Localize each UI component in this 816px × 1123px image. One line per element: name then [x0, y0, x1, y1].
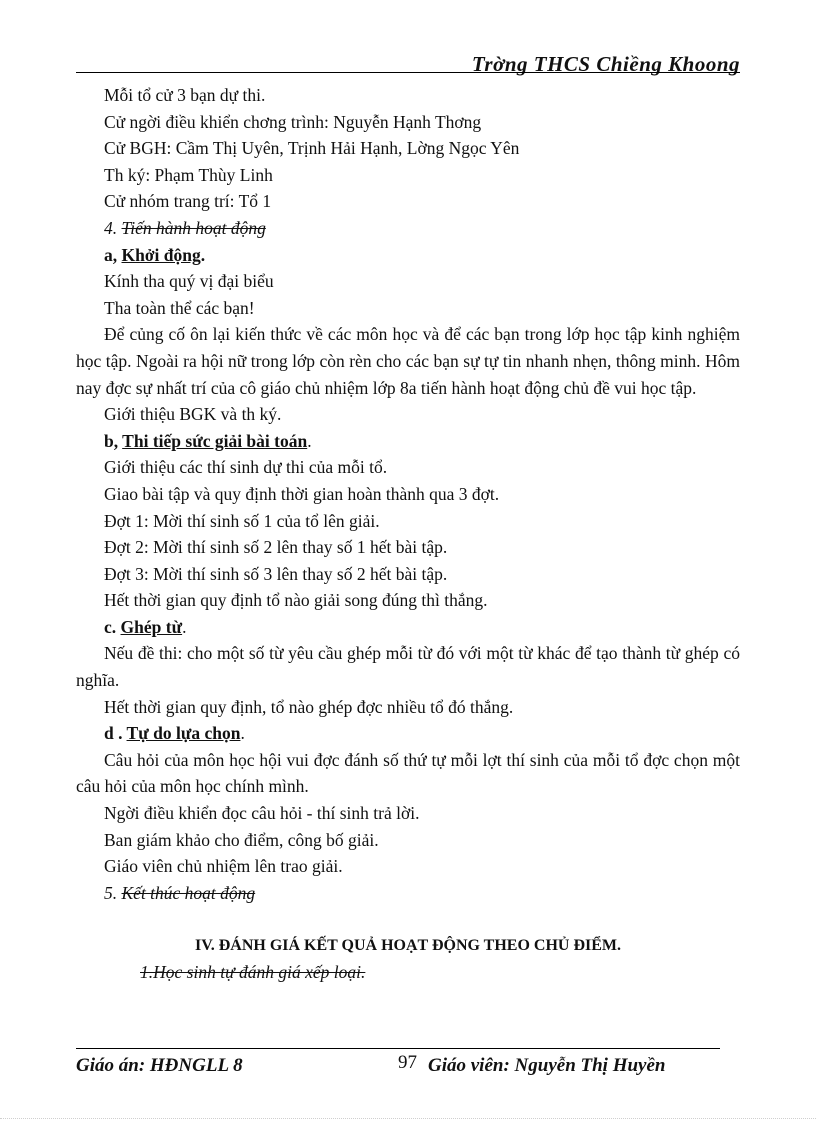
text-line: Cử ngời điều khiển chơng trình: Nguyễn Hạnh Thơng: [104, 111, 482, 132]
text-line: Cử nhóm trang trí: Tổ 1: [104, 191, 272, 212]
school-header: Trờng THCS Chiềng Khoong: [471, 52, 740, 76]
subsection-title: Thi tiếp sức giải bài toán: [122, 430, 308, 451]
page-body: [76, 82, 740, 986]
section-5-heading: [76, 880, 740, 907]
text-line: Giới thiệu BGK và th ký.: [104, 404, 282, 425]
text-line: Đợt 1: Mời thí sinh số 1 của tổ lên giải.: [104, 510, 380, 531]
evaluation-subheading: 1.Học sinh tự đánh giá xếp loại.: [140, 962, 366, 983]
paragraph: Câu hỏi của môn học hội vui đợc đánh số thứ tự mỗi lợt thí sinh của mỗi tổ đợc chọn một câu hỏi của môn học chính mình.: [76, 749, 740, 797]
page-number: 97: [398, 1052, 417, 1073]
text-line: Giao bài tập và quy định thời gian hoàn thành qua 3 đợt.: [104, 483, 500, 504]
text-line: Cử BGH: Cầm Thị Uyên, Trịnh Hải Hạnh, Lờng Ngọc Yên: [104, 138, 520, 159]
section-number: 4.: [104, 217, 122, 238]
text-line: Đợt 3: Mời thí sinh số 3 lên thay số 2 hết bài tập.: [104, 563, 448, 584]
text-line: Ngời điều khiển đọc câu hỏi - thí sinh trả lời.: [104, 803, 420, 824]
text-line: Mỗi tổ cử 3 bạn dự thi.: [104, 85, 266, 105]
footer-rule: [76, 1048, 720, 1049]
text-line: Hết thời gian quy định tổ nào giải song đúng thì thắng.: [104, 590, 488, 611]
text-line: Kính tha quý vị đại biểu: [104, 271, 274, 292]
text-line: Ban giám khảo cho điểm, công bố giải.: [104, 829, 379, 850]
subsection-number: a,: [104, 244, 122, 265]
text-line: Giới thiệu các thí sinh dự thi của mỗi tổ.: [104, 457, 388, 478]
section-title: Tiến hành hoạt động: [121, 217, 266, 238]
subsection-number: c.: [104, 616, 121, 637]
paragraph: Để củng cố ôn lại kiến thức về các môn học và để các bạn trong lớp học tập kinh nghiệm học tập. Ngoài ra hội nữ trong lớp còn rèn cho các bạn sự tự tin nhanh nhẹn, thông minh. Hôm nay đợc sự nhất trí của cô giáo chủ nhiệm lớp 8a tiến hành hoạt động chủ đề vui học tập.: [76, 324, 740, 398]
paragraph: Nếu đề thi: cho một số từ yêu cầu ghép mỗi từ đó với một từ khác để tạo thành từ ghép có nghĩa.: [76, 643, 740, 691]
footer-teacher: Giáo viên: Nguyễn Thị Huyền: [428, 1055, 666, 1076]
text-line: Tha toàn thể các bạn!: [104, 297, 255, 318]
footer-lesson-plan: Giáo án: HĐNGLL 8: [76, 1055, 243, 1076]
text-line: Th ký: Phạm Thùy Linh: [104, 164, 273, 185]
section-number: 5.: [104, 882, 122, 903]
subsection-number: d .: [104, 723, 127, 744]
text-line: Đợt 2: Mời thí sinh số 2 lên thay số 1 hết bài tập.: [104, 537, 448, 558]
evaluation-heading: IV. ĐÁNH GIÁ KẾT QUẢ HOẠT ĐỘNG THEO CHỦ ĐIỂM.: [195, 937, 621, 955]
section-4-heading: [76, 215, 740, 242]
header-rule: [76, 72, 740, 73]
section-title: Kết thúc hoạt động: [121, 882, 256, 903]
text-line: Hết thời gian quy định, tổ nào ghép đợc nhiều tổ đó thắng.: [104, 696, 514, 717]
subsection-a-heading: a, Khởi động.: [104, 244, 206, 265]
subsection-number: b,: [104, 430, 123, 451]
subsection-c-heading: c. Ghép từ.: [104, 616, 187, 637]
subsection-d-heading: d . Tự do lựa chọn.: [104, 723, 245, 744]
subsection-title: Ghép từ: [120, 616, 183, 637]
page-edge-divider: [0, 1118, 816, 1119]
text-line: Giáo viên chủ nhiệm lên trao giải.: [104, 856, 343, 877]
subsection-title: Tự do lựa chọn: [126, 723, 241, 744]
subsection-b-heading: b, Thi tiếp sức giải bài toán.: [104, 430, 312, 451]
subsection-title: Khởi động: [121, 244, 201, 265]
